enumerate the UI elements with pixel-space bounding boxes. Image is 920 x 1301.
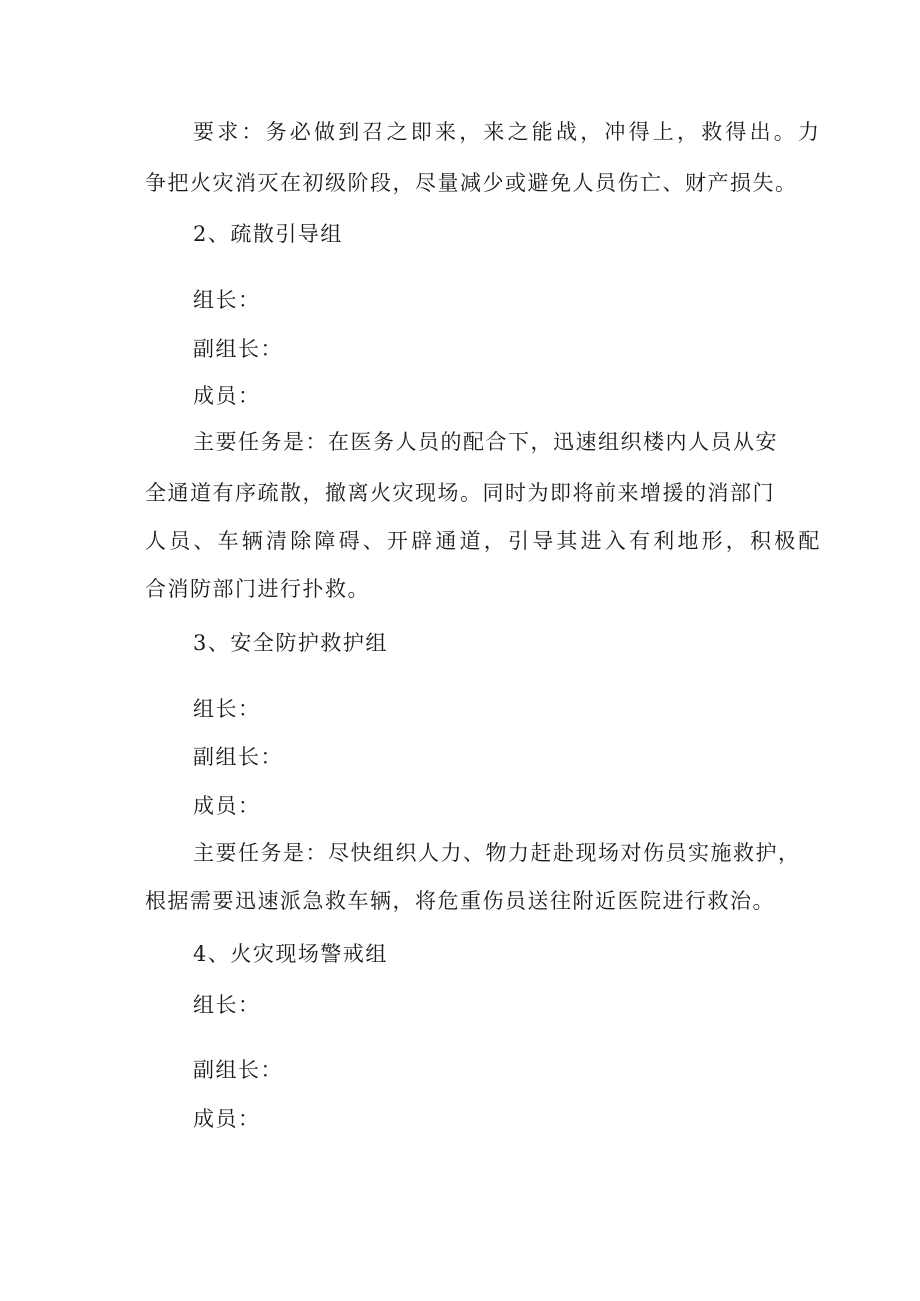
section-4-deputy-label: 副组长：: [193, 1058, 283, 1082]
section-4-members-label: 成员：: [193, 1107, 261, 1131]
requirement-paragraph-line-2: 争把火灾消灭在初级阶段，尽量减少或避免人员伤亡、财产损失。: [145, 171, 798, 195]
section-3-task-line-2: 根据需要迅速派急救车辆，将危重伤员送往附近医院进行救治。: [145, 889, 775, 913]
section-2-leader-label: 组长：: [193, 288, 261, 312]
section-2-members-label: 成员：: [193, 384, 261, 408]
section-2-task-line-4: 合消防部门进行扑救。: [145, 577, 370, 601]
section-4-leader-label: 组长：: [193, 993, 261, 1017]
section-2-task-line-3: 人员、车辆清除障碍、开辟通道，引导其进入有利地形，积极配: [145, 529, 823, 553]
section-2-task-line-2: 全通道有序疏散，撤离火灾现场。同时为即将前来增援的消部门: [145, 481, 775, 505]
section-3-leader-label: 组长：: [193, 697, 261, 721]
section-2-heading: 2、疏散引导组: [193, 222, 343, 246]
section-2-task-line-1: 主要任务是：在医务人员的配合下，迅速组织楼内人员从安: [193, 430, 778, 454]
section-2-deputy-label: 副组长：: [193, 337, 283, 361]
section-3-heading: 3、安全防护救护组: [193, 631, 388, 655]
section-3-deputy-label: 副组长：: [193, 745, 283, 769]
section-3-members-label: 成员：: [193, 794, 261, 818]
section-3-task-line-1: 主要任务是：尽快组织人力、物力赶赴现场对伤员实施救护，: [193, 841, 801, 865]
section-4-heading: 4、火灾现场警戒组: [193, 942, 388, 966]
requirement-paragraph-line-1: 要求：务必做到召之即来，来之能战，冲得上，救得出。力: [193, 120, 823, 144]
